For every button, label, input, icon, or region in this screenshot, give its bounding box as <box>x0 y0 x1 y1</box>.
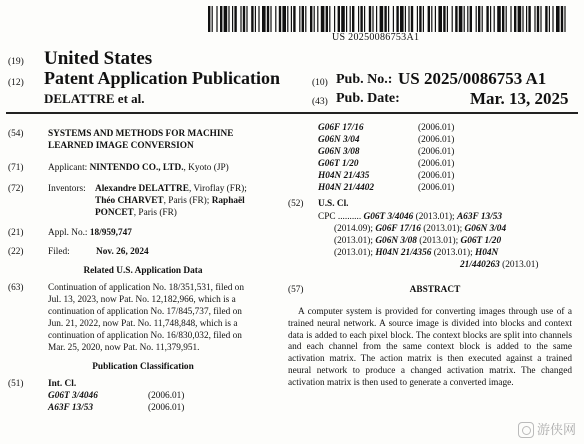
code-19: (19) <box>8 57 24 67</box>
barcode-bar <box>346 6 347 32</box>
cpc-year: (2013.01); <box>431 248 476 258</box>
intcl-year: (2006.01) <box>418 171 455 181</box>
cpc-line-4 <box>334 247 498 259</box>
cpc-year: (2013.01); <box>334 236 376 246</box>
barcode-bar <box>282 6 286 32</box>
barcode-bar <box>270 6 271 32</box>
continuation-line: Continuation of application No. 18/351,531, filed on <box>48 283 244 293</box>
title-line-2: LEARNED IMAGE CONVERSION <box>48 141 194 151</box>
barcode-bar <box>470 6 472 32</box>
abstract-text: A computer system is provided for converting images through use of a trained neural network. A source image is divided into blocks and context data is added to each pixel block. The context blocks are split into channels and each channel from the same context block is added to the same activation matrix. The action matrix is then executed against a trained neural network to produce a changed activation matrix. The changed activation matrix is then used to generate a converted image. <box>288 307 572 388</box>
barcode-bar <box>326 6 328 32</box>
applicant-name: NINTENDO CO., LTD. <box>89 163 184 173</box>
inventors-code: (72) <box>8 184 24 194</box>
barcode-bar <box>317 6 318 32</box>
barcode-bar <box>506 6 507 32</box>
continuation-code: (63) <box>8 283 24 293</box>
inventor-2-location: , Paris (FR); <box>163 196 210 206</box>
cpc-class: G06T 1/20 <box>460 236 502 246</box>
barcode-bar <box>564 6 565 32</box>
filed-label: Filed: <box>48 247 70 257</box>
barcode-bar <box>364 6 365 32</box>
intcl-class: G06F 17/16 <box>318 123 364 133</box>
pub-no: US 2025/0086753 A1 <box>398 69 547 88</box>
barcode-bar <box>310 6 312 32</box>
barcode-bar <box>486 6 488 32</box>
barcode-bar <box>255 6 256 32</box>
barcode-bar <box>220 6 222 32</box>
barcode-bar <box>518 6 522 32</box>
cpc-year: (2013.01) <box>499 260 539 270</box>
abstract-heading: ABSTRACT <box>409 285 461 295</box>
barcode-bar <box>447 6 448 32</box>
cpc-line-2 <box>334 223 506 235</box>
barcode-bar <box>212 6 213 32</box>
intcl-class: H04N 21/435 <box>318 171 370 181</box>
barcode-bar <box>545 6 547 32</box>
barcode-bar <box>334 6 335 32</box>
pubclass-heading: Publication Classification <box>92 362 194 372</box>
intcl-year: (2006.01) <box>418 183 455 193</box>
abstract-code: (57) <box>288 285 304 295</box>
inventor-1-location: , Viroflay (FR); <box>188 184 247 194</box>
continuation-line: Jun. 21, 2022, now Pat. No. 11,748,848, which is a <box>48 319 238 329</box>
cpc-year: (2014.09); <box>334 224 376 234</box>
barcode-bar <box>411 6 413 32</box>
cpc-year: (2013.01); <box>413 212 457 222</box>
continuation-line: Mar. 25, 2020, now Pat. No. 11,379,951. <box>48 343 200 353</box>
barcode-bar <box>360 6 362 32</box>
barcode-bar <box>540 6 541 32</box>
barcode-bar <box>208 6 210 32</box>
barcode-bar <box>267 6 269 32</box>
cpc-class: H04N 21/4356 <box>375 248 432 258</box>
filed-date: Nov. 26, 2024 <box>96 247 149 257</box>
intcl-year: (2006.01) <box>418 159 455 169</box>
inventor-2-name: Théo CHARVET <box>95 196 164 206</box>
barcode-bar <box>305 6 306 32</box>
barcode-bar <box>459 6 463 32</box>
cpc-year: (2013.01); <box>334 248 376 258</box>
cpc-line-5 <box>460 259 539 271</box>
barcode-bar <box>455 6 457 32</box>
barcode-bar <box>302 6 304 32</box>
cpc-class: 21/440263 <box>460 260 500 270</box>
barcode-bar <box>232 6 233 32</box>
cpc-dots: .......... <box>337 212 362 222</box>
barcode-bar <box>350 6 351 32</box>
barcode-bar <box>341 6 345 32</box>
inventor-3-last: PONCET <box>95 208 134 218</box>
filed-code: (22) <box>8 247 24 257</box>
barcode-bar <box>388 6 389 32</box>
country: United States <box>44 48 153 69</box>
barcode-bar <box>549 6 550 32</box>
barcode-bar <box>408 6 409 32</box>
barcode-bar <box>287 6 288 32</box>
watermark-logo-icon <box>518 422 534 438</box>
intcl-class: G06T 3/4046 <box>48 391 98 401</box>
intcl-class: H04N 21/4402 <box>318 183 375 193</box>
barcode-bar <box>352 6 354 32</box>
barcode-bar <box>482 6 483 32</box>
barcode-bar <box>417 6 418 32</box>
barcode-bar <box>452 6 453 32</box>
barcode-bar <box>419 6 421 32</box>
inventor-short: DELATTRE et al. <box>44 91 145 106</box>
barcode <box>208 6 568 32</box>
cpc-label: CPC <box>318 212 336 222</box>
code-43: (43) <box>312 97 328 107</box>
barcode-bar <box>228 6 229 32</box>
barcode-bar <box>526 6 527 32</box>
barcode-bar <box>243 6 245 32</box>
barcode-bar <box>216 6 217 32</box>
barcode-bar <box>528 6 530 32</box>
publication-type: Patent Application Publication <box>44 68 281 88</box>
title-line-1: SYSTEMS AND METHODS FOR MACHINE <box>48 129 234 139</box>
appl-label: Appl. No.: <box>48 228 88 238</box>
barcode-bar <box>291 6 292 32</box>
intcl-class: G06T 1/20 <box>318 159 359 169</box>
barcode-bar <box>514 6 516 32</box>
appl-number: 18/959,747 <box>89 228 132 238</box>
intcl-class: G06N 3/04 <box>318 135 360 145</box>
inventor-line-1 <box>95 183 247 195</box>
barcode-bar <box>443 6 445 32</box>
continuation-line: Jul. 13, 2023, now Pat. No. 12,182,966, which is a <box>48 295 236 305</box>
barcode-bar <box>258 6 259 32</box>
intcl-code: (51) <box>8 379 24 389</box>
barcode-bar <box>476 6 477 32</box>
barcode-bar <box>246 6 247 32</box>
cpc-class: G06N 3/08 <box>375 236 417 246</box>
barcode-bar <box>522 6 523 32</box>
barcode-bar <box>428 6 430 32</box>
barcode-bar <box>384 6 386 32</box>
cpc-class: G06T 3/4046 <box>363 212 414 222</box>
code-10: (10) <box>312 78 328 88</box>
barcode-bar <box>438 6 442 32</box>
cpc-line-3 <box>334 235 501 247</box>
barcode-bar <box>338 6 340 32</box>
inventor-3-first: Raphaël <box>211 196 245 206</box>
applicant-line <box>48 162 229 174</box>
barcode-bar <box>240 6 241 32</box>
barcode-bar <box>369 6 371 32</box>
barcode-bar <box>396 6 398 32</box>
barcode-bar <box>494 6 495 32</box>
code-12: (12) <box>8 78 24 88</box>
watermark <box>518 419 576 439</box>
continuation-line: continuation of application No. 17/845,737, filed on <box>48 307 242 317</box>
appl-code: (21) <box>8 228 24 238</box>
barcode-bar <box>358 6 359 32</box>
barcode-bar <box>405 6 406 32</box>
pub-no-label: Pub. No.: <box>336 72 393 87</box>
barcode-bar <box>537 6 539 32</box>
intcl-class: A63F 13/53 <box>48 403 94 413</box>
barcode-bar <box>561 6 563 32</box>
cpc-line-1 <box>318 211 502 223</box>
related-heading: Related U.S. Application Data <box>83 266 203 276</box>
intcl-year: (2006.01) <box>418 135 455 145</box>
cpc-class: A63F 13/53 <box>456 212 503 222</box>
barcode-bar <box>251 6 253 32</box>
barcode-bar <box>552 6 553 32</box>
barcode-bar <box>275 6 276 32</box>
barcode-bar <box>534 6 535 32</box>
header-rule <box>6 112 578 114</box>
inventor-1-name: Alexandre DELATTRE <box>95 184 189 194</box>
barcode-bar <box>556 6 560 32</box>
barcode-bar <box>497 6 501 32</box>
intcl-label: Int. Cl. <box>48 379 77 389</box>
inventor-3-location: , Paris (FR) <box>133 208 177 218</box>
barcode-bar <box>262 6 266 32</box>
inventor-line-3 <box>95 207 177 219</box>
barcode-bar <box>464 6 465 32</box>
barcode-bar <box>400 6 404 32</box>
intcl-class: G06N 3/08 <box>318 147 360 157</box>
barcode-bar <box>279 6 281 32</box>
title-code: (54) <box>8 129 24 139</box>
barcode-bar <box>299 6 300 32</box>
cpc-class: H04N <box>475 248 499 258</box>
barcode-bar <box>380 6 384 32</box>
cpc-year: (2013.01); <box>416 236 461 246</box>
pub-date: Mar. 13, 2025 <box>470 89 569 108</box>
barcode-bar <box>423 6 424 32</box>
barcode-bar <box>293 6 295 32</box>
barcode-bar <box>467 6 468 32</box>
intcl-year: (2006.01) <box>418 147 455 157</box>
applicant-location: , Kyoto (JP) <box>183 163 229 173</box>
barcode-bar <box>376 6 377 32</box>
uscl-code: (52) <box>288 199 304 209</box>
cpc-year: (2013.01); <box>420 224 465 234</box>
barcode-bar <box>490 6 491 32</box>
barcode-bar <box>329 6 330 32</box>
inventor-line-2 <box>95 195 245 207</box>
inventors-label: Inventors: <box>48 184 86 194</box>
barcode-bar <box>502 6 504 32</box>
barcode-bar <box>393 6 394 32</box>
applicant-code: (71) <box>8 163 24 173</box>
barcode-bar <box>314 6 315 32</box>
continuation-line: continuation of application No. 16/830,032, filed on <box>48 331 242 341</box>
barcode-bar <box>224 6 228 32</box>
continuation-text <box>48 282 244 354</box>
pub-date-label: Pub. Date: <box>336 91 400 106</box>
barcode-bar <box>510 6 511 32</box>
barcode-bar <box>321 6 325 32</box>
barcode-bar <box>234 6 236 32</box>
cpc-class: G06F 17/16 <box>375 224 421 234</box>
applicant-label: Applicant: <box>48 163 88 173</box>
intcl-year: (2006.01) <box>148 403 185 413</box>
barcode-number: US 20250086753A1 <box>332 32 420 43</box>
barcode-bar <box>372 6 373 32</box>
intcl-year: (2006.01) <box>148 391 185 401</box>
cpc-class: G06N 3/04 <box>464 224 507 234</box>
intcl-year: (2006.01) <box>418 123 455 133</box>
barcode-bar <box>478 6 480 32</box>
barcode-bar <box>431 6 432 32</box>
appl-line <box>48 227 132 239</box>
barcode-bar <box>435 6 436 32</box>
watermark-text: 游侠网 <box>536 422 576 438</box>
uscl-label: U.S. Cl. <box>318 199 349 209</box>
